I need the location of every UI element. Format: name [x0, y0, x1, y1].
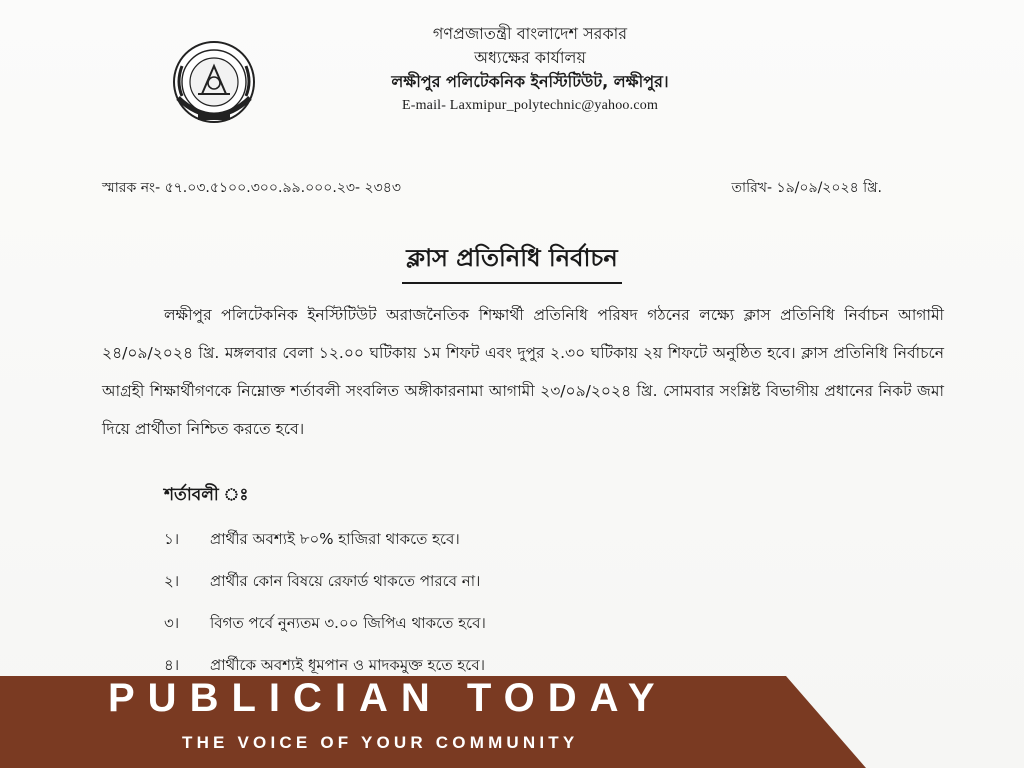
letterhead-office-line: অধ্যক্ষের কার্যালয় — [474, 48, 586, 67]
government-seal-icon — [168, 36, 260, 128]
condition-text: বিগত পর্বে নুন্যতম ৩.০০ জিপিএ থাকতে হবে। — [210, 614, 486, 632]
memo-reference: স্মারক নং- ৫৭.০৩.৫১০০.৩০০.৯৯.০০০.২৩- ২৩৪৩ — [102, 180, 401, 196]
memo-date: তারিখ- ১৯/০৯/২০২৪ খ্রি. — [731, 180, 882, 196]
list-item — [164, 570, 864, 612]
notice-subject-text: ক্লাস প্রতিনিধি নির্বাচন — [402, 240, 621, 284]
condition-text: প্রার্থীর অবশ্যই ৮০% হাজিরা থাকতে হবে। — [210, 530, 460, 548]
letterhead-email: E-mail- Laxmipur_polytechnic@yahoo.com — [401, 98, 659, 113]
notice-body: লক্ষীপুর পলিটেকনিক ইনস্টিটিউট অরাজনৈতিক শিক্ষার্থী প্রতিনিধি পরিষদ গঠনের লক্ষ্যে ক্লাস প্রতিনিধি নির্বাচন আগামী ২৪/০৯/২০২৪ খ্রি. মঙ্গলবার বেলা ১২.০০ ঘটিকায় ১ম শিফট এবং দুপুর ২.৩০ ঘটিকায় ২য় শিফটে অনুষ্ঠিত হবে। ক্লাস প্রতিনিধি নির্বাচনে আগ্রহী শিক্ষার্থীগণকে নিম্নোক্ত শর্তাবলী সংবলিত অঙ্গীকারনামা আগামী ২৩/০৯/২০২৪ খ্রি. সোমবার সংশ্লিষ্ট বিভাগীয় প্রধানের নিকট জমা দিয়ে প্রার্থীতা নিশ্চিত করতে হবে। — [102, 306, 944, 438]
conditions-list — [164, 528, 864, 696]
condition-text: প্রার্থীকে অবশ্যই ধূমপান ও মাদকমুক্ত হতে হবে। — [210, 656, 486, 674]
condition-text: প্রার্থীর কোন বিষয়ে রেফার্ড থাকতে পারবে না। — [210, 572, 481, 590]
notice-subject — [0, 240, 1024, 284]
list-item — [164, 612, 864, 654]
conditions-title: শর্তাবলী ঃ — [164, 485, 249, 505]
condition-number: ১। — [164, 530, 180, 548]
brand-tagline: THE VOICE OF YOUR COMMUNITY — [182, 733, 579, 752]
brand-name: PUBLICIAN TODAY — [108, 676, 668, 720]
condition-number: ৩। — [164, 614, 180, 632]
condition-number: ৪। — [164, 656, 180, 674]
letterhead — [350, 22, 710, 118]
condition-number: ২। — [164, 572, 180, 590]
list-item — [164, 528, 864, 570]
letterhead-government-line: গণপ্রজাতন্ত্রী বাংলাদেশ সরকার — [432, 24, 628, 43]
letterhead-institute-name: লক্ষীপুর পলিটেকনিক ইনস্টিটিউট, লক্ষীপুর। — [391, 72, 669, 91]
